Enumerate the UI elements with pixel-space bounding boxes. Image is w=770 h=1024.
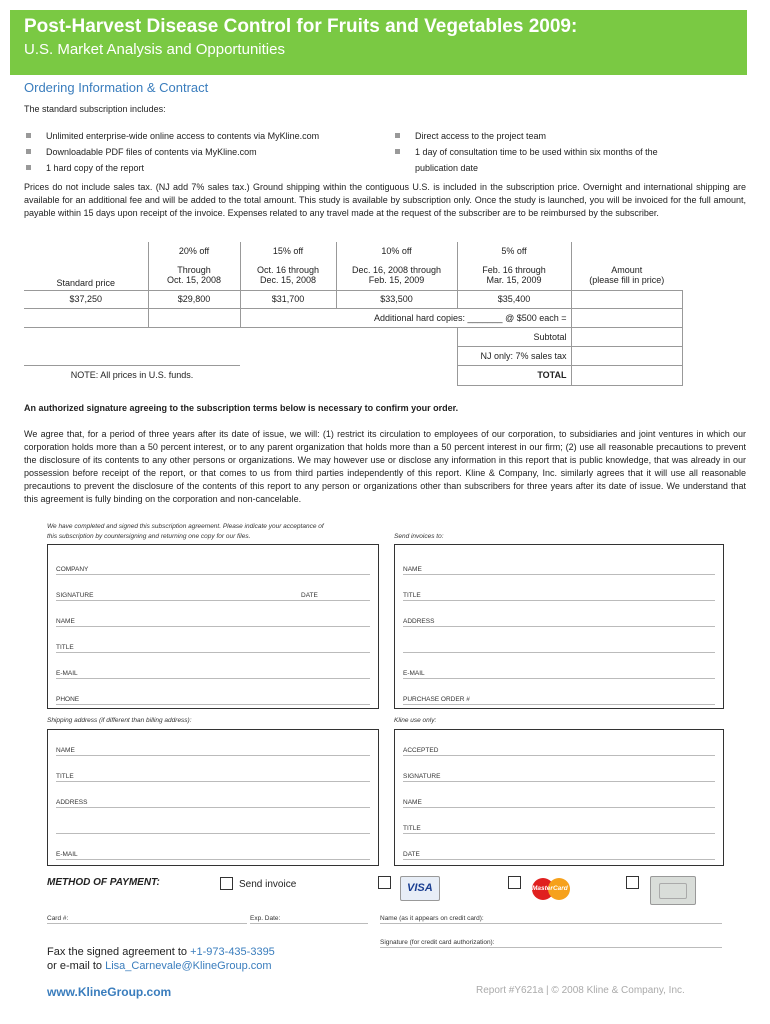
amex-checkbox[interactable] [626, 876, 639, 889]
pricing-terms: Prices do not include sales tax. (NJ add 7% sales tax.) Ground shipping within the contiguous U.S. is included in the subscription price. Overnight and international shipping are available for an additional fee and will be added to the total amount. This study is available by subscription only. Once the study is launched, you will be invoiced for the full amount, payable within 15 days upon receipt of the invoice. Expenses related to any travel made at the request of the subscriber are to be reimbursed by the subscriber. [24, 182, 746, 218]
mastercard-logo: MasterCard [530, 876, 572, 902]
discount-label: 10% off [336, 242, 457, 260]
included-list-right [393, 128, 733, 176]
amex-card-icon [650, 876, 696, 905]
invoice-name-field[interactable]: NAME [403, 564, 715, 575]
report-title: Post-Harvest Disease Control for Fruits and Vegetables 2009: [24, 16, 578, 37]
price-cell: $33,500 [336, 290, 457, 308]
visa-logo: VISA [400, 876, 440, 901]
discount-label: 5% off [457, 242, 571, 260]
subtotal-amount[interactable] [571, 327, 682, 346]
kline-name-field[interactable]: NAME [403, 797, 715, 808]
additional-copies-amount[interactable] [571, 308, 682, 327]
bullet-icon [395, 149, 400, 154]
price-cell: $31,700 [240, 290, 336, 308]
send-invoices-label: Send invoices to: [394, 533, 444, 540]
kline-box [394, 729, 724, 866]
kline-signature-field[interactable]: SIGNATURE [403, 771, 715, 782]
customer-box [47, 544, 379, 709]
discount-label: 15% off [240, 242, 336, 260]
additional-copies-label: Additional hard copies: _______ @ $500 each = [240, 308, 571, 327]
name-on-card-field[interactable]: Name (as it appears on credit card): [380, 914, 722, 924]
period-cell: Feb. 16 through Mar. 15, 2009 [457, 260, 571, 290]
company-field[interactable]: COMPANY [56, 564, 370, 575]
total-amount[interactable] [571, 365, 682, 385]
shipping-box [47, 729, 379, 866]
report-footer: Report #Y621a | © 2008 Kline & Company, Inc. [476, 985, 685, 996]
ship-title-field[interactable]: TITLE [56, 771, 370, 782]
signature-field[interactable]: SIGNATURE DATE [56, 590, 370, 601]
intro-text: The standard subscription includes: [24, 104, 166, 114]
phone-field[interactable]: PHONE [56, 694, 370, 705]
email-field[interactable]: E-MAIL [56, 668, 370, 679]
price-cell: $37,250 [24, 290, 148, 308]
list-item: Unlimited enterprise-wide online access to contents via MyKline.com [24, 128, 364, 144]
tax-amount[interactable] [571, 346, 682, 365]
title-banner [10, 10, 747, 75]
kline-date-field[interactable]: DATE [403, 849, 715, 860]
period-cell: Through Oct. 15, 2008 [148, 260, 240, 290]
website-link[interactable]: www.KlineGroup.com [47, 985, 172, 999]
list-item: Downloadable PDF files of contents via MyKline.com [24, 144, 364, 160]
invoice-address-field[interactable]: ADDRESS [403, 616, 715, 627]
email-link[interactable]: Lisa_Carnevale@KlineGroup.com [105, 960, 272, 972]
card-number-field[interactable]: Card #: [47, 914, 247, 924]
ship-address-field[interactable]: ADDRESS [56, 797, 370, 808]
send-invoice-checkbox[interactable] [220, 877, 233, 890]
period-cell: Oct. 16 through Dec. 15, 2008 [240, 260, 336, 290]
form-note: We have completed and signed this subscription agreement. Please indicate your acceptance of this subscription by countersigning and returning one copy for our files. [47, 523, 324, 540]
period-cell: Dec. 16, 2008 through Feb. 15, 2009 [336, 260, 457, 290]
tax-label: NJ only: 7% sales tax [457, 346, 571, 365]
ship-email-field[interactable]: E-MAIL [56, 849, 370, 860]
bullet-icon [26, 133, 31, 138]
total-label: TOTAL [457, 365, 571, 385]
kline-title-field[interactable]: TITLE [403, 823, 715, 834]
section-title: Ordering Information & Contract [24, 80, 209, 95]
bullet-icon [26, 149, 31, 154]
name-field[interactable]: NAME [56, 616, 370, 627]
list-item: 1 hard copy of the report [24, 160, 364, 176]
invoice-email-field[interactable]: E-MAIL [403, 668, 715, 679]
list-item: 1 day of consultation time to be used within six months of the [393, 144, 733, 160]
agreement-text: We agree that, for a period of three years after its date of issue, we will: (1) restrict its circulation to employees of our corporation, to subsidiaries and joint ventures in which our corporation holds more than a 50 percent interest, or to any parent organization that holds more than a 50 percent interest in our firm; (2) use all reasonable precautions to prevent the disclosure of its contents to any other persons or organizations. We may however use or disclose any information in this report that is public knowledge, that was already in our possession before receipt of the report, or that comes to us from third parties independently of this report. Kline & Company, Inc. similarly agrees that it will use all reasonable precautions to prevent the disclosure of the contents of this report to any person or organizations other than subscribers for three years after its date of issue. We understand that this agreement is fully binding on the corporation and non-cancelable. [24, 429, 746, 504]
accepted-field[interactable]: ACCEPTED [403, 745, 715, 756]
price-cell: $35,400 [457, 290, 571, 308]
bullet-icon [395, 133, 400, 138]
amount-input[interactable] [571, 290, 682, 308]
funds-note: NOTE: All prices in U.S. funds. [24, 365, 240, 385]
list-item-continued: publication date [415, 163, 479, 173]
contact-block: Fax the signed agreement to +1-973-435-3395 or e-mail to Lisa_Carnevale@KlineGroup.com [47, 946, 275, 972]
invoice-box [394, 544, 724, 709]
purchase-order-field[interactable]: PURCHASE ORDER # [403, 694, 715, 705]
fax-number[interactable]: +1-973-435-3395 [190, 946, 275, 958]
ship-name-field[interactable]: NAME [56, 745, 370, 756]
discount-label: 20% off [148, 242, 240, 260]
signature-notice: An authorized signature agreeing to the subscription terms below is necessary to confirm your order. [24, 403, 459, 413]
card-signature-field[interactable]: Signature (for credit card authorization): [380, 938, 722, 948]
visa-checkbox[interactable] [378, 876, 391, 889]
kline-use-label: Kline use only: [394, 717, 437, 724]
payment-method-label: METHOD OF PAYMENT: [47, 877, 160, 888]
shipping-label: Shipping address (if different than billing address): [47, 717, 192, 724]
subtotal-label: Subtotal [457, 327, 571, 346]
report-subtitle: U.S. Market Analysis and Opportunities [24, 41, 285, 58]
price-table [24, 242, 683, 386]
amount-header: Amount (please fill in price) [571, 260, 682, 290]
list-item: Direct access to the project team [393, 128, 733, 144]
ship-address-line2[interactable] [56, 823, 370, 834]
title-field[interactable]: TITLE [56, 642, 370, 653]
included-list-left [24, 128, 364, 176]
invoice-address-line2[interactable] [403, 642, 715, 653]
price-cell: $29,800 [148, 290, 240, 308]
invoice-title-field[interactable]: TITLE [403, 590, 715, 601]
mastercard-checkbox[interactable] [508, 876, 521, 889]
standard-price-label: Standard price [24, 260, 148, 290]
send-invoice-label: Send invoice [239, 879, 297, 890]
bullet-icon [26, 165, 31, 170]
exp-date-field[interactable]: Exp. Date: [250, 914, 368, 924]
